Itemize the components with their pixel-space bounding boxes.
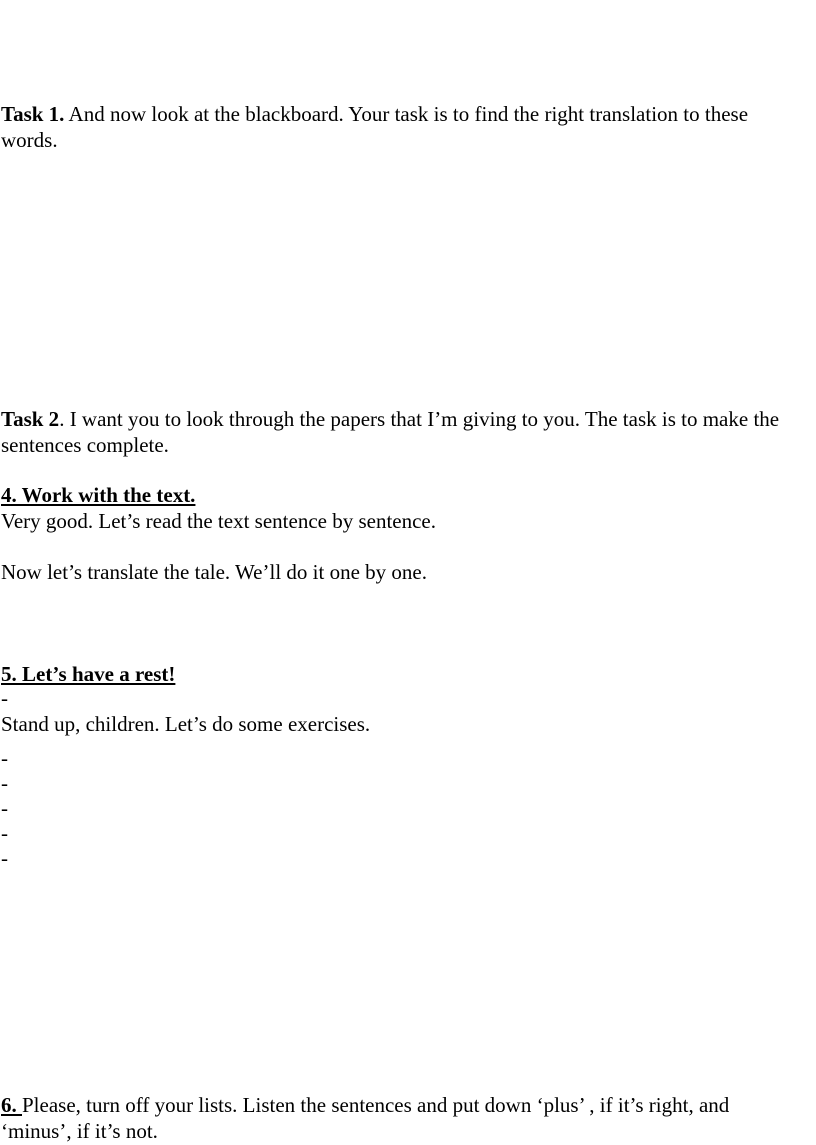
section-5-heading: 5. Let’s have a rest! xyxy=(1,662,176,686)
section-4-line-2: Now let’s translate the tale. We’ll do it one by one. xyxy=(1,560,427,584)
exercise-dash: - xyxy=(1,746,8,770)
exercise-dash: - xyxy=(1,796,8,820)
exercise-dash: - xyxy=(1,821,8,845)
exercise-dash: - xyxy=(1,846,8,870)
section-6-number: 6. xyxy=(1,1093,22,1117)
task-2-text: . I want you to look through the papers that I’m giving to you. The task is to make the sentences complete. xyxy=(1,407,780,457)
section-5-marker: - xyxy=(1,686,8,710)
section-6-paragraph xyxy=(1,1092,801,1144)
task-1-text: And now look at the blackboard. Your task is to find the right translation to these words. xyxy=(1,102,749,152)
section-5-intro: Stand up, children. Let’s do some exercises. xyxy=(1,712,371,736)
task-1-paragraph xyxy=(1,101,801,153)
section-6-text: Please, turn off your lists. Listen the sentences and put down ‘plus’ , if it’s right, and ‘minus’, if it’s not. xyxy=(1,1093,730,1143)
section-4-heading: 4. Work with the text. xyxy=(1,483,196,507)
exercise-dash: - xyxy=(1,771,8,795)
task-2-paragraph xyxy=(1,406,801,458)
task-2-label: Task 2 xyxy=(1,407,60,431)
task-1-label: Task 1. xyxy=(1,102,65,126)
section-4-line-1: Very good. Let’s read the text sentence by sentence. xyxy=(1,509,437,533)
